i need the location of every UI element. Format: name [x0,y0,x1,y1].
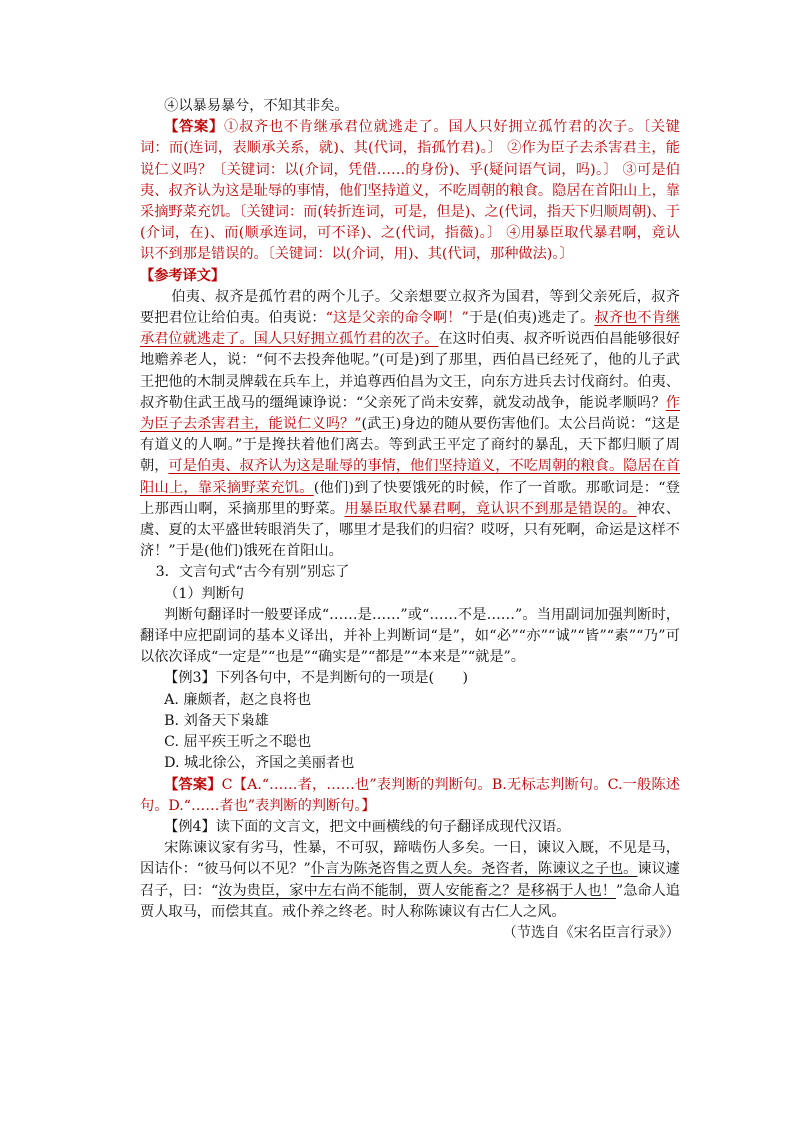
example-4-question: 【例4】读下面的文言文，把文中画横线的句子翻译成现代汉语。 [164,818,571,835]
subsection-heading: （1）判断句 [164,585,245,602]
option-b: B. 刘备天下枭雄 [164,712,269,729]
ref-text: 伯夷、叔齐是孤竹君的两个儿子。父亲想要立叔齐为国君，等到父亲死后，叔齐要把君位让给伯夷。伯夷说： [140,288,680,327]
answer-block-3 [140,775,680,817]
document-page [140,96,680,944]
option-a: A. 廉颇者，赵之良将也 [164,691,312,708]
answer-tag: 【答案】 [164,119,224,136]
passage-underlined: 仆言为陈尧咨售之贾人矣。 [310,861,482,878]
ref-underlined: 作为臣子去杀害君主，能说仁义吗？” [140,394,680,433]
answer-block-1 [140,117,680,265]
reference-translation [140,287,680,563]
ref-quote: “这是父亲的命令啊！” [325,310,469,327]
option-d: D. 城北徐公，齐国之美丽者也 [164,755,355,772]
section-heading: 3．文言句式“古今有别”别忘了 [155,564,350,581]
answer-text: C【A.“……者，……也”表判断的判断句。B.无标志判断句。C.一般陈述句。D.“……者也”表判断的判断句。】 [140,776,680,814]
ref-text: 于是(伯夷)逃走了。 [468,310,595,327]
passage-text: 谏议遽召子，曰：“ [140,861,680,899]
ref-text: (武王)身边的随从要伤害他们。太公吕尚说：“这是有道义的人啊。”于是搀扶着他们离去。等到武王平定了商纣的暴乱，天下都归顺了周朝， [140,416,680,475]
judgment-explanation: 判断句翻译时一般要译成“……是……”或“……不是……”。当用副词加强判断时，翻译中应把副词的基本义译出，并补上判断词“是”，如“必”“亦”“诚”“皆”“素”“乃”可以依次译成“一定是”“也是”“确实是”“都是”“本来是”“就是”。 [140,606,680,666]
ref-text: (他们)到了快要饿死的时候，作了一首歌。那歌词是：“登上那西山啊，采摘那里的野菜。 [140,479,680,517]
reference-translation-heading: 【参考译文】 [140,267,226,284]
ref-underlined: 叔齐也不肯继承君位就逃走了。国人只好拥立孤竹君的次子。 [140,310,680,348]
passage-text: ”急命人追贾人取马，而偿其直。戒仆养之终老。时人称陈谏议有古仁人之风。 [140,882,680,920]
answer-tag: 【答案】 [164,776,222,793]
source-citation: （节选自《宋名臣言行录》） [502,924,680,941]
example-3-question: 【例3】下列各句中，不是判断句的一项是( ) [164,670,468,687]
sentence-4: ④以暴易暴兮，不知其非矣。 [164,98,349,114]
passage-underlined: 尧咨者，陈谏议之子也。 [481,861,638,878]
passage-text: 宋陈谏议家有劣马，性暴，不可驭，蹄啮伤人多矣。一日，谏议入厩，不见是马，因诘仆：“彼马何以不见？” [140,840,680,878]
ref-underlined: 用暴臣取代暴君啊，竟认识不到那是错误的。 [344,500,637,517]
ref-underlined: 可是伯夷、叔齐认为这是耻辱的事情，他们坚持道义，不吃周朝的粮食。隐居在首阳山上，靠采摘野菜充饥。 [140,458,680,496]
option-c: C. 屈平疾王听之不聪也 [164,734,312,751]
classical-passage [140,838,680,923]
answer-text: ①叔齐也不肯继承君位就逃走了。国人只好拥立孤竹君的次子。〔关键词：而(连词，表顺承关系，就)、其(代词，指孤竹君)。〕 ②作为臣子去杀害君主，能说仁义吗？〔关键词：以(介词，凭借……的身份)、乎(疑问语气词，吗)。〕 ③可是伯夷、叔齐认为这是耻辱的事情，他们坚持道义，不吃周朝的粮食。隐居在首阳山上，靠采摘野菜充饥。〔关键词：而(转折连词，可是，但是)、之(代词，指天下归顺周朝)、于(介词，在)、而(顺承连词，可不译)、之(代词，指薇)。〕 ④用暴臣取代暴君啊，竟认识不到那是错误的。〔关键词：以(介词，用)、其(代词，那种做法)。〕 [140,119,680,263]
ref-text: 神农、虞、夏的太平盛世转眼消失了，哪里才是我们的归宿？哎呀，只有死啊，命运是这样不济！”于是(他们)饿死在首阳山。 [140,500,680,560]
ref-text: 在这时伯夷、叔齐听说西伯昌能够很好地赡养老人，说：“何不去投奔他呢。”(可是)到了那里，西伯昌已经死了，他的儿子武王把他的木制灵牌载在兵车上，并追尊西伯昌为文王，向东方进兵去讨伐商纣。伯夷、叔齐勒住武王战马的缰绳谏诤说：“父亲死了尚未安葬，就发动战争，能说孝顺吗？ [140,331,680,411]
passage-underlined: 汝为贵臣，家中左右尚不能制，贾人安能畜之？是移祸于人也！ [218,882,616,899]
